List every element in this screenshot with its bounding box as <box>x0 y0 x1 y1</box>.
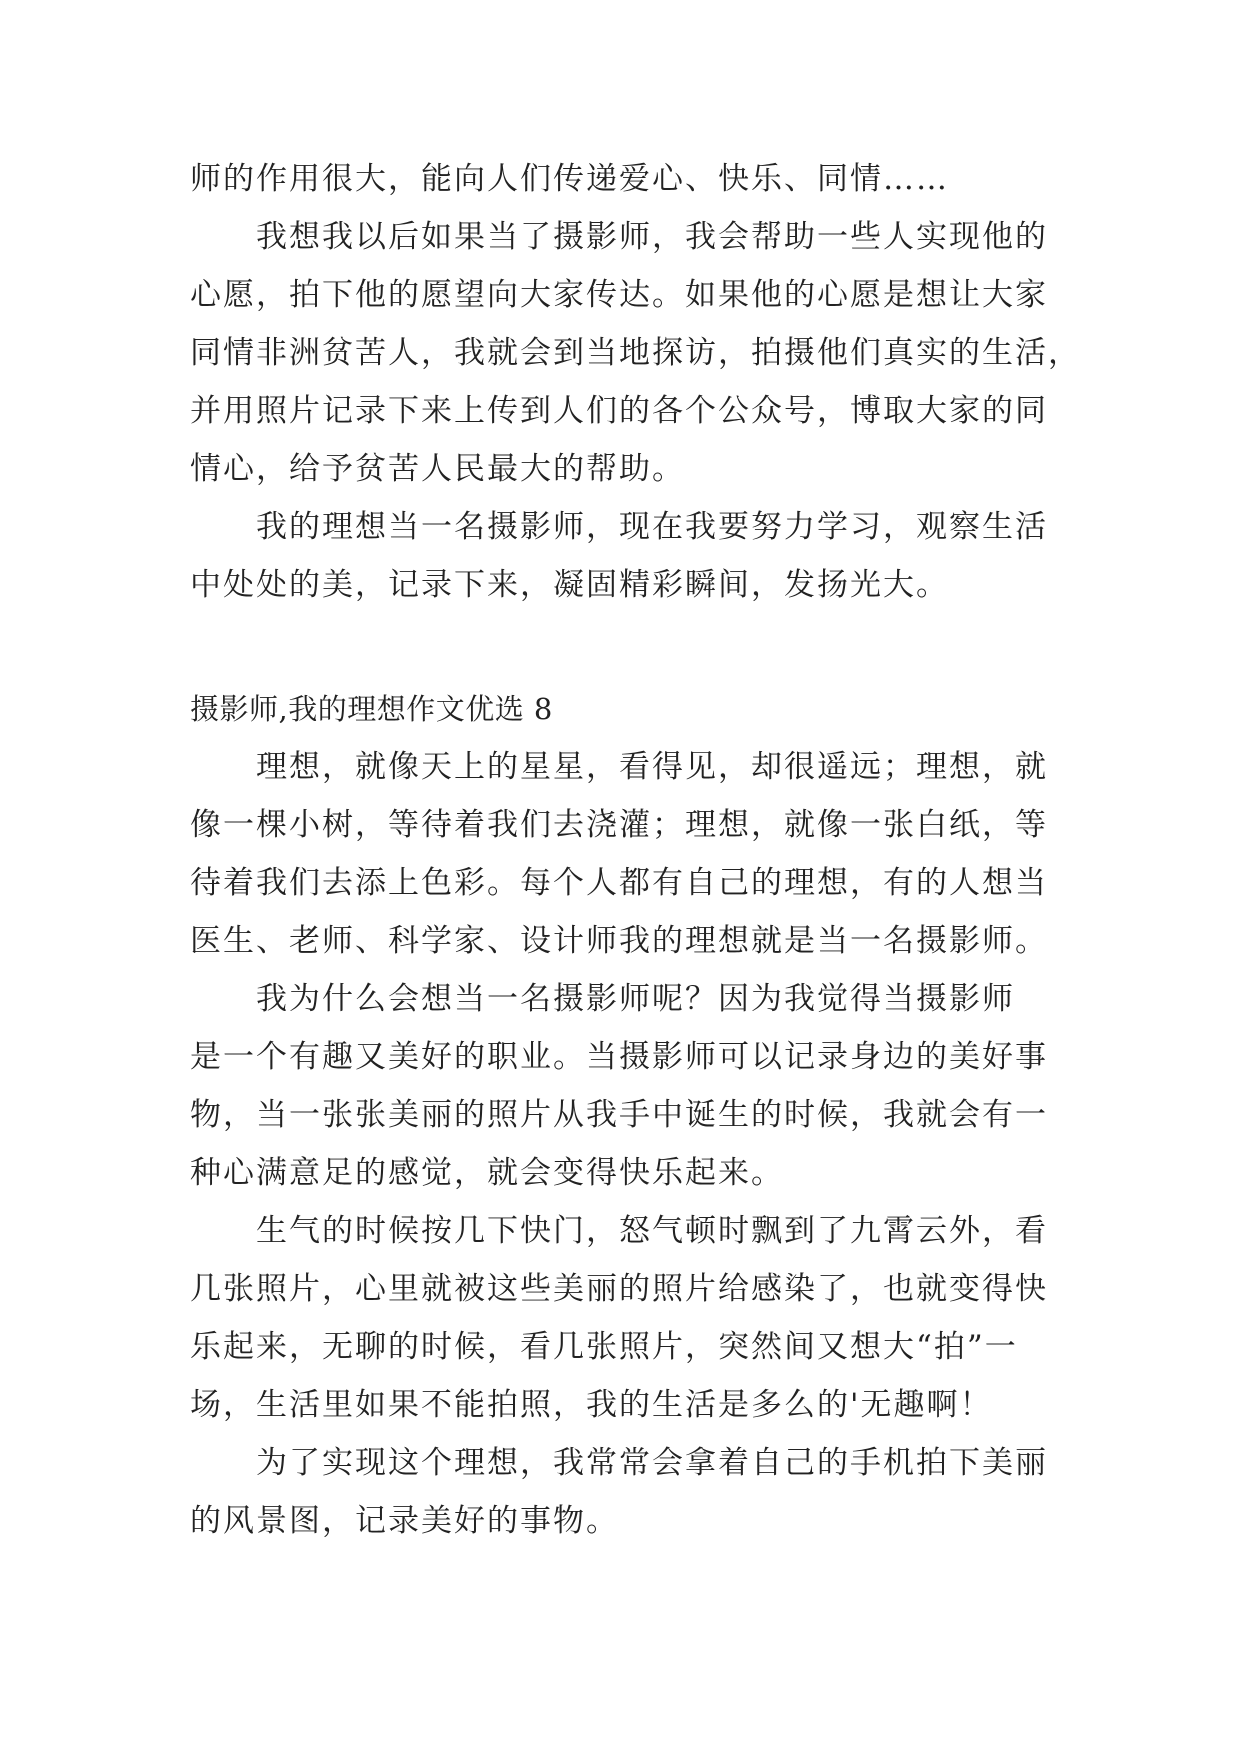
paragraph-line: 种心满意足的感觉，就会变得快乐起来。 <box>190 1155 784 1191</box>
paragraph-line: 我的理想当一名摄影师，现在我要努力学习，观察生活 <box>256 509 1048 545</box>
paragraph-line: 并用照片记录下来上传到人们的各个公众号，博取大家的同 <box>190 393 1048 429</box>
paragraph-line: 师的作用很大，能向人们传递爱心、快乐、同情…… <box>190 161 949 197</box>
section-heading: 摄影师,我的理想作文优选 8 <box>190 692 553 726</box>
paragraph-line: 我为什么会想当一名摄影师呢？因为我觉得当摄影师 <box>256 981 1015 1017</box>
paragraph-line: 理想，就像天上的星星，看得见，却很遥远；理想，就 <box>256 749 1048 785</box>
paragraph <box>190 150 1065 208</box>
paragraph-line: 情心，给予贫苦人民最大的帮助。 <box>190 451 685 487</box>
paragraph-line: 为了实现这个理想，我常常会拿着自己的手机拍下美丽 <box>256 1445 1048 1481</box>
paragraph <box>190 498 1065 614</box>
paragraph-line: 同情非洲贫苦人，我就会到当地探访，拍摄他们真实的生活， <box>190 335 1081 371</box>
paragraph <box>190 1434 1065 1550</box>
paragraph-line: 像一棵小树，等待着我们去浇灌；理想，就像一张白纸，等 <box>190 807 1048 843</box>
paragraph-line: 是一个有趣又美好的职业。当摄影师可以记录身边的美好事 <box>190 1039 1048 1075</box>
document-body <box>190 150 1081 1550</box>
paragraph-line: 场，生活里如果不能拍照，我的生活是多么的'无趣啊！ <box>190 1387 993 1423</box>
paragraph <box>190 208 1081 498</box>
paragraph-line: 中处处的美，记录下来，凝固精彩瞬间，发扬光大。 <box>190 567 949 603</box>
paragraph-line: 医生、老师、科学家、设计师我的理想就是当一名摄影师。 <box>190 923 1048 959</box>
paragraph <box>190 970 1065 1202</box>
paragraph <box>190 1202 1065 1434</box>
paragraph-line: 的风景图，记录美好的事物。 <box>190 1503 619 1539</box>
paragraph-line: 生气的时候按几下快门，怒气顿时飘到了九霄云外，看 <box>256 1213 1048 1249</box>
paragraph-line: 几张照片，心里就被这些美丽的照片给感染了，也就变得快 <box>190 1271 1048 1307</box>
paragraph-line: 物，当一张张美丽的照片从我手中诞生的时候，我就会有一 <box>190 1097 1048 1133</box>
paragraph-line: 乐起来，无聊的时候，看几张照片，突然间又想大“拍”一 <box>190 1329 1018 1365</box>
paragraph-line: 我想我以后如果当了摄影师，我会帮助一些人实现他的 <box>256 219 1048 255</box>
paragraph <box>190 738 1065 970</box>
paragraph-line: 心愿，拍下他的愿望向大家传达。如果他的心愿是想让大家 <box>190 277 1048 313</box>
paragraph-line: 待着我们去添上色彩。每个人都有自己的理想，有的人想当 <box>190 865 1048 901</box>
section-spacer <box>190 614 1065 680</box>
